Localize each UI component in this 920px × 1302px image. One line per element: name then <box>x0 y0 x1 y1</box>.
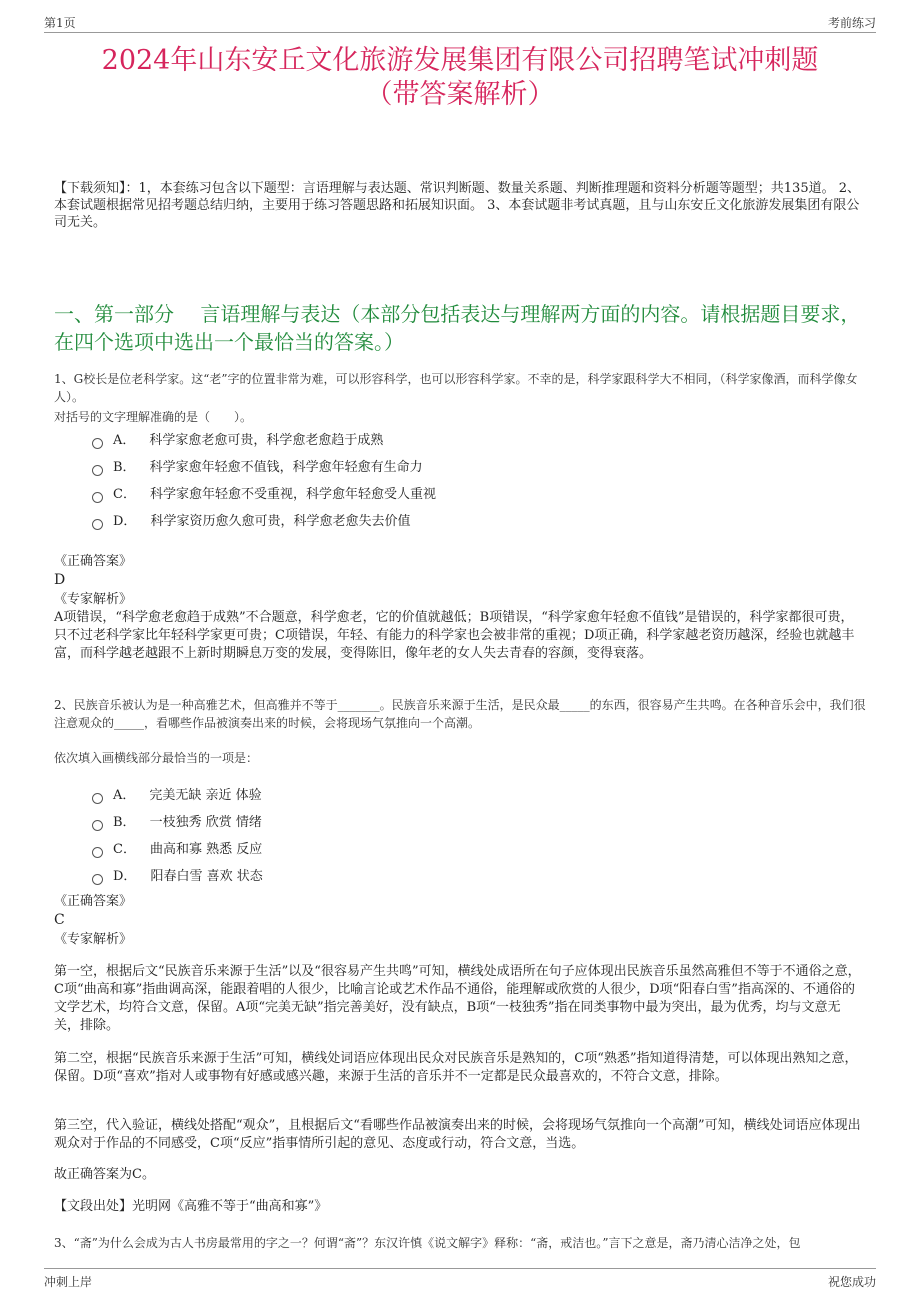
question-1-stem: 1、G校长是位老科学家。这“老”字的位置非常为难，可以形容科学，也可以形容科学家。不幸的是，科学家跟科学大不相同，（科学家像酒，而科学像女人）。 <box>54 372 858 404</box>
page-header <box>44 10 876 33</box>
q1-option-b[interactable]: B． 科学家愈年轻愈不值钱，科学愈年轻愈有生命力 <box>92 454 792 481</box>
download-notice: 【下载须知】：1，本套练习包含以下题型：言语理解与表达题、常识判断题、数量关系题、判断推理题和资料分析题等题型；共135道。 2、本套试题根据常见招考题总结归纳，主要用于练习答题思路和拓展知识面。 3、本套试题非考试真题，且与山东安丘文化旅游发展集团有限公司无关。 <box>54 181 860 230</box>
radio-icon[interactable] <box>92 465 103 476</box>
document-title <box>40 44 880 112</box>
q2-analysis-para-3: 第三空，代入验证，横线处搭配“观众”，且根据后文“看哪些作品被演奏出来的时候，会将现场气氛推向一个高潮”可知，横线处词语应体现出观众对于作品的不同感受，C项“反应”指事情所引起的意见、态度或行动，符合文意，当选。 <box>54 1118 861 1151</box>
q1-answer: D <box>54 572 66 588</box>
section-heading: 一、第一部分 言语理解与表达（本部分包括表达与理解两方面的内容。请根据题目要求，在四个选项中选出一个最恰当的答案。） <box>54 302 861 354</box>
page-footer <box>44 1268 876 1291</box>
q2-analysis-para-1: 第一空，根据后文“民族音乐来源于生活”以及“很容易产生共鸣”可知，横线处成语所在句子应体现出民族音乐虽然高雅但不等于不通俗之意，C项“曲高和寡”指曲调高深，能跟着唱的人很少，比喻言论或艺术作品不通俗，能理解或欣赏的人很少，D项“阳春白雪”指高深的、不通俗的文学艺术，均符合文意，保留。A项“完美无缺”指完善美好，没有缺点，B项“一枝独秀”指在同类事物中最为突出，最为优秀，均与文意无关，排除。 <box>54 964 861 1033</box>
q1-answer-label: 《正确答案》 <box>54 554 133 569</box>
question-2-options <box>92 782 792 890</box>
q2-option-d[interactable]: D． 阳春白雪 喜欢 状态 <box>92 863 792 890</box>
q1-option-d[interactable]: D． 科学家资历愈久愈可贵，科学愈老愈失去价值 <box>92 508 792 535</box>
q1-analysis: A项错误，“科学愈老愈趋于成熟”不合题意，科学愈老，它的价值就越低；B项错误，“科学家愈年轻愈不值钱”是错误的，科学家都很可贵，只不过老科学家比年轻科学家更可贵；C项错误，年轻、有能力的科学家也会被非常的重视；D项正确，科学家越老资历越深，经验也就越丰富，而科学越老越跟不上新时期瞬息万变的发展，变得陈旧，像年老的女人失去青春的容颜，变得衰落。 <box>54 610 855 661</box>
footer-right: 祝您成功 <box>827 1275 876 1289</box>
radio-icon[interactable] <box>92 874 103 885</box>
q2-option-c[interactable]: C． 曲高和寡 熟悉 反应 <box>92 836 792 863</box>
q2-option-b[interactable]: B． 一枝独秀 欣赏 情绪 <box>92 809 792 836</box>
q2-source: 【文段出处】光明网《高雅不等于“曲高和寡”》 <box>54 1199 328 1214</box>
q2-answer-label: 《正确答案》 <box>54 894 133 909</box>
question-2-stem: 2、民族音乐被认为是一种高雅艺术，但高雅并不等于_______。民族音乐来源于生活，是民众最_____的东西，很容易产生共鸣。在各种音乐会中，我们很注意观众的_____，看哪些作品被演奏出来的时候，会将现场气氛推向一个高潮。 <box>54 698 866 730</box>
footer-left: 冲刺上岸 <box>44 1275 93 1289</box>
title-line-1: 2024年山东安丘文化旅游发展集团有限公司招聘笔试冲刺题 <box>101 45 819 76</box>
radio-icon[interactable] <box>92 519 103 530</box>
question-1-options <box>92 427 792 535</box>
q2-conclusion: 故正确答案为C。 <box>54 1167 155 1182</box>
header-label: 考前练习 <box>827 16 876 30</box>
radio-icon[interactable] <box>92 438 103 449</box>
question-3-stem: 3、“斋”为什么会成为古人书房最常用的字之一？何谓“斋”？东汉许慎《说文解字》释称：“斋，戒洁也。”言下之意是，斋乃清心洁净之处，包 <box>54 1236 801 1250</box>
radio-icon[interactable] <box>92 793 103 804</box>
title-line-2: （带答案解析） <box>365 79 555 110</box>
question-1-prompt: 对括号的文字理解准确的是（ ）。 <box>54 410 253 424</box>
radio-icon[interactable] <box>92 820 103 831</box>
radio-icon[interactable] <box>92 847 103 858</box>
q2-answer: C <box>54 912 65 928</box>
question-2-prompt: 依次填入画横线部分最恰当的一项是： <box>54 751 259 765</box>
q2-option-a[interactable]: A． 完美无缺 亲近 体验 <box>92 782 792 809</box>
radio-icon[interactable] <box>92 492 103 503</box>
q1-analysis-label: 《专家解析》 <box>54 592 133 607</box>
q2-analysis-para-2: 第二空，根据“民族音乐来源于生活”可知，横线处词语应体现出民众对民族音乐是熟知的，C项“熟悉”指知道得清楚，可以体现出熟知之意，保留。D项“喜欢”指对人或事物有好感或感兴趣，来源于生活的音乐并不一定都是民众最喜欢的，不符合文意，排除。 <box>54 1051 858 1084</box>
q1-option-c[interactable]: C． 科学家愈年轻愈不受重视，科学愈年轻愈受人重视 <box>92 481 792 508</box>
q1-option-a[interactable]: A． 科学家愈老愈可贵，科学愈老愈趋于成熟 <box>92 427 792 454</box>
q2-analysis-label: 《专家解析》 <box>54 932 133 947</box>
page-number: 第1页 <box>44 16 76 30</box>
